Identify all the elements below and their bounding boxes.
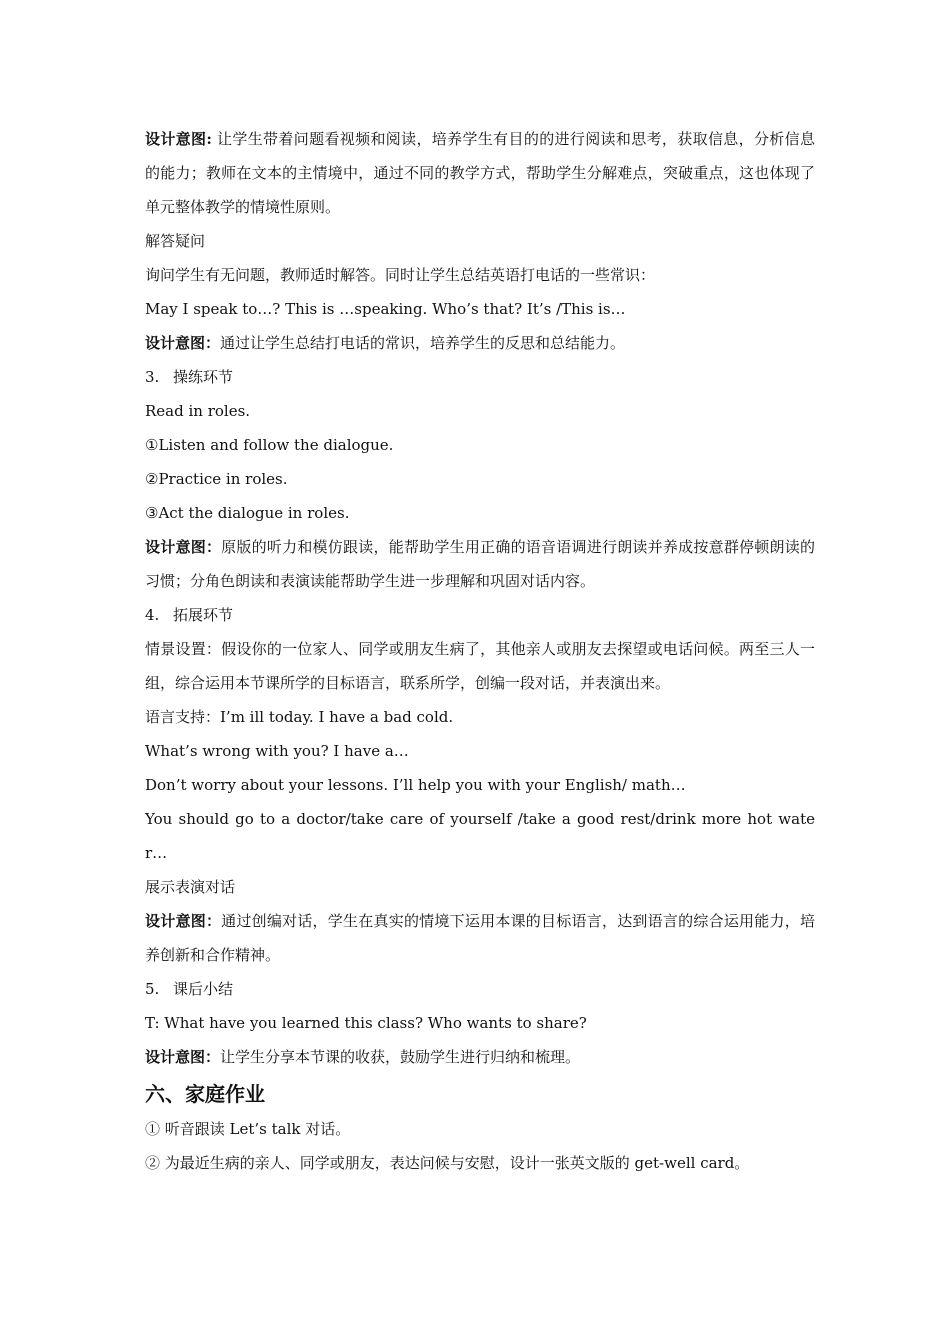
design-intent-text: 原版的听力和模仿跟读，能帮助学生用正确的语音语调进行朗读并养成按意群停顿朗读的习惯；分角色朗读和表演读能帮助学生进一步理解和巩固对话内容。 [145, 538, 815, 590]
scenario-paragraph: 情景设置：假设你的一位家人、同学或朋友生病了，其他亲人或朋友去探望或电话问候。两至三人一组，综合运用本节课所学的目标语言，联系所学，创编一段对话，并表演出来。 [145, 640, 815, 692]
design-intent-paragraph-1 [145, 122, 815, 224]
step-number: 5. [145, 980, 160, 998]
step-4-heading [145, 598, 815, 632]
step-5-heading [145, 972, 815, 1006]
design-intent-paragraph-4 [145, 904, 815, 972]
design-intent-label: 设计意图 [145, 912, 206, 930]
design-intent-label: 设计意图 [145, 538, 206, 556]
answer-questions-heading: 解答疑问 [145, 232, 206, 250]
summary-question: T: What have you learned this class? Who wants to share? [145, 1014, 587, 1032]
language-support-2: What’s wrong with you? I have a… [145, 742, 409, 760]
design-intent-text: 通过创编对话，学生在真实的情境下运用本课的目标语言，达到语言的综合运用能力，培养创新和合作精神。 [145, 912, 815, 964]
design-intent-colon: ： [205, 538, 222, 556]
design-intent-label: 设计意图 [145, 1048, 206, 1066]
document-page [145, 122, 815, 1180]
step-title: 课后小结 [173, 980, 234, 998]
design-intent-colon: ： [205, 912, 222, 930]
practice-item-3: ③Act the dialogue in roles. [145, 504, 350, 522]
step-title: 操练环节 [173, 368, 234, 386]
design-intent-label: 设计意图 [145, 130, 207, 148]
design-intent-colon: ： [205, 334, 221, 352]
read-in-roles: Read in roles. [145, 402, 251, 420]
design-intent-paragraph-3 [145, 530, 815, 598]
step-number: 4. [145, 606, 160, 624]
practice-item-1: ①Listen and follow the dialogue. [145, 436, 394, 454]
design-intent-paragraph-2 [145, 326, 815, 360]
step-title: 拓展环节 [173, 606, 234, 624]
homework-item-2: ② 为最近生病的亲人、同学或朋友，表达问候与安慰，设计一张英文版的 get-well card。 [145, 1154, 750, 1172]
phone-phrases: May I speak to…? This is …speaking. Who’s that? It’s /This is… [145, 300, 626, 318]
show-dialogue: 展示表演对话 [145, 878, 236, 896]
step-3-heading [145, 360, 815, 394]
design-intent-paragraph-5 [145, 1040, 815, 1074]
language-support-3: Don’t worry about your lessons. I’ll help you with your English/ math… [145, 776, 686, 794]
design-intent-colon: ： [205, 1048, 221, 1066]
design-intent-text: 让学生分享本节课的收获，鼓励学生进行归纳和梳理。 [220, 1048, 581, 1066]
section-6-heading: 六、家庭作业 [145, 1082, 265, 1106]
practice-item-2: ②Practice in roles. [145, 470, 288, 488]
homework-item-1: ① 听音跟读 Let’s talk 对话。 [145, 1120, 351, 1138]
design-intent-text: 让学生带着问题看视频和阅读，培养学生有目的的进行阅读和思考，获取信息，分析信息的能力；教师在文本的主情境中，通过不同的教学方式，帮助学生分解难点，突破重点，这也体现了单元整体教学的情境性原则。 [145, 130, 815, 216]
language-support-1: 语言支持：I’m ill today. I have a bad cold. [145, 708, 454, 726]
design-intent-label: 设计意图 [145, 334, 206, 352]
answer-questions-description: 询问学生有无问题，教师适时解答。同时让学生总结英语打电话的一些常识： [145, 266, 656, 284]
step-number: 3. [145, 368, 160, 386]
design-intent-text: 通过让学生总结打电话的常识，培养学生的反思和总结能力。 [220, 334, 626, 352]
language-support-4: You should go to a doctor/take care of yourself /take a good rest/drink more hot water… [145, 810, 815, 862]
design-intent-colon: : [206, 130, 212, 148]
